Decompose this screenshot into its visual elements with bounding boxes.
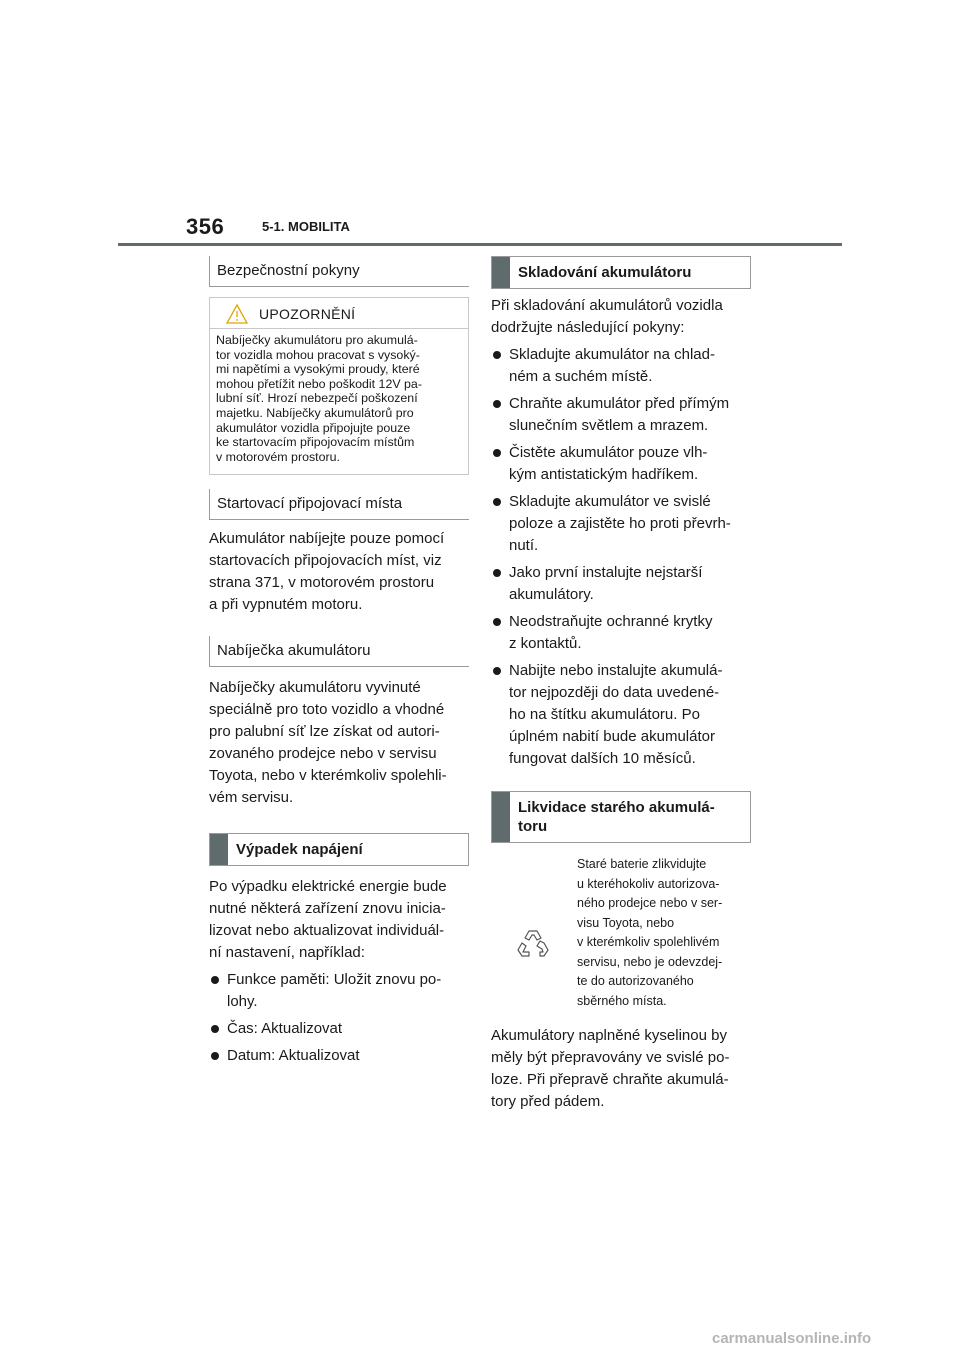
- list-item: Skladujte akumulátor ve svislé poloze a zajistěte ho proti převrh- nutí.: [491, 491, 751, 557]
- disposal-note-text: Staré baterie zlikvidujte u kteréhokoliv autorizova- ného prodejce nebo v ser- visu Toyota, nebo v kterémkoliv spolehlivém servisu, nebo je odevzdej- te do autorizovaného sběrného místa.: [577, 857, 723, 1008]
- list-item: Čistěte akumulátor pouze vlh- kým antistatickým hadříkem.: [491, 442, 751, 486]
- recycle-icon: [515, 925, 551, 961]
- transport-text: Akumulátory naplněné kyselinou by měly být přepravovány ve svislé po- loze. Při přepravě chraňte akumulá- tory před pádem.: [491, 1027, 730, 1110]
- charger-heading: Nabíječka akumulátoru: [209, 636, 469, 667]
- warning-box: [209, 297, 469, 475]
- header-rule: [118, 243, 842, 246]
- heading-bar-marker: [492, 257, 510, 288]
- list-item: Nabijte nebo instalujte akumulá- tor nejpozději do data uvedené- ho na štítku akumulátoru. Po úplném nabití bude akumulátor fungovat dalších 10 měsíců.: [491, 660, 751, 770]
- warning-title: UPOZORNĚNÍ: [259, 306, 356, 322]
- recycle-icon-wrap: [491, 855, 575, 1015]
- list-item: Čas: Aktualizovat: [209, 1018, 469, 1040]
- outage-heading: Výpadek napájení: [209, 833, 469, 866]
- safety-heading: Bezpečnostní pokyny: [209, 256, 469, 287]
- footer-watermark: carmanualsonline.info: [712, 1330, 872, 1347]
- warning-header: [210, 298, 468, 328]
- disposal-note: [491, 855, 751, 1015]
- storage-heading: Skladování akumulátoru: [491, 256, 751, 289]
- start-points-text: Akumulátor nabíjejte pouze pomocí startovacích připojovacích míst, viz strana 371, v motorovém prostoru a při vypnutém motoru.: [209, 530, 445, 614]
- charger-text: Nabíječky akumulátoru vyvinuté speciálně pro toto vozidlo a vhodné pro palubní síť lze získat od autori- zovaného prodejce nebo v servisu Toyota, nebo v kterémkoliv spolehli- vém servisu.: [209, 679, 447, 807]
- list-item: Neodstraňujte ochranné krytky z kontaktů.: [491, 611, 751, 655]
- right-column: [491, 256, 751, 1113]
- warning-divider: [210, 328, 468, 329]
- list-item: Jako první instalujte nejstarší akumulátory.: [491, 562, 751, 606]
- heading-bar-marker: [492, 792, 510, 842]
- left-column: [209, 256, 469, 1072]
- section-label: 5-1. MOBILITA: [262, 219, 350, 234]
- list-item: Skladujte akumulátor na chlad- ném a suchém místě.: [491, 344, 751, 388]
- outage-bullet-list: [209, 969, 469, 1067]
- page-number: 356: [186, 214, 225, 239]
- disposal-heading: Likvidace starého akumulá- toru: [491, 791, 751, 843]
- list-item: Chraňte akumulátor před přímým slunečním světlem a mrazem.: [491, 393, 751, 437]
- storage-bullet-list: [491, 344, 751, 770]
- start-points-heading: Startovací připojovací místa: [209, 489, 469, 520]
- list-item: Funkce paměti: Uložit znovu po- lohy.: [209, 969, 469, 1013]
- storage-intro: Při skladování akumulátorů vozidla dodržujte následující pokyny:: [491, 297, 723, 336]
- outage-text: Po výpadku elektrické energie bude nutné některá zařízení znovu inicia- lizovat nebo aktualizovat individuál- ní nastavení, například:: [209, 878, 447, 962]
- warning-text: Nabíječky akumulátoru pro akumulá- tor vozidla mohou pracovat s vysoký- mi napětími a vysokými proudy, které mohou přetížit nebo poškodit 12V pa- lubní síť. Hrozí nebezpečí poškození majetku. Nabíječky akumulátorů pro akumulátor vozidla připojujte pouze ke startovacím připojovacím místům v motorovém prostoru.: [216, 333, 422, 464]
- warning-triangle-icon: [226, 304, 248, 324]
- list-item: Datum: Aktualizovat: [209, 1045, 469, 1067]
- heading-bar-marker: [210, 834, 228, 865]
